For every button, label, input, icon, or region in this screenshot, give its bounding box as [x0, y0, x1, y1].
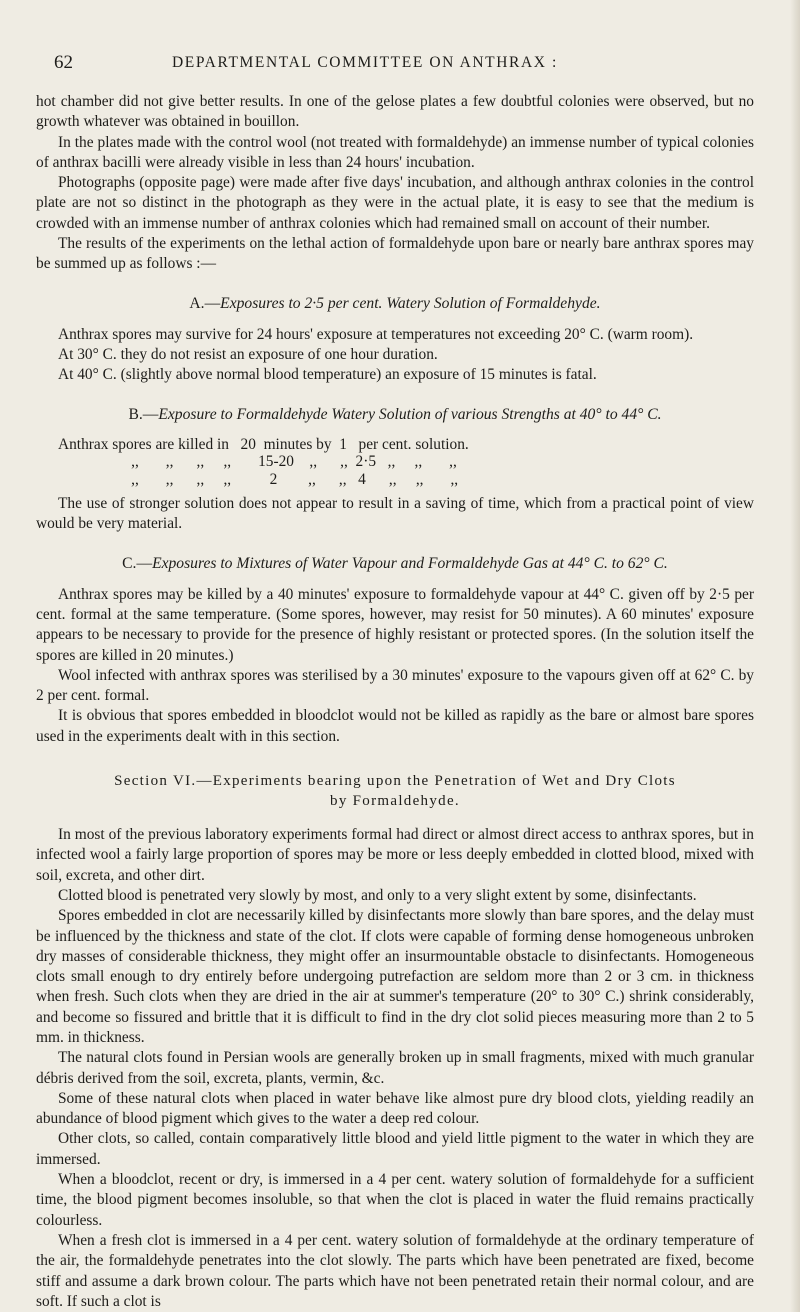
section-vi-heading-line: Section VI.—Experiments bearing upon the Penetration of Wet and Dry Clots — [114, 773, 676, 790]
section-b-heading — [36, 406, 754, 424]
running-title: DEPARTMENTAL COMMITTEE ON ANTHRAX : — [172, 54, 558, 71]
section-a-title: Exposures to 2·5 per cent. Watery Solution of Formaldehyde. — [220, 294, 601, 312]
section-b-prefix: B.— — [128, 405, 159, 423]
section-c-prefix: C.— — [122, 554, 153, 572]
running-head — [36, 52, 754, 78]
section-a-paragraph: Anthrax spores may survive for 24 hours' exposure at temperatures not exceeding 20° C. (warm room). — [58, 325, 694, 343]
section-c-paragraph: Wool infected with anthrax spores was sterilised by a 30 minutes' exposure to the vapours given off at 62° C. by 2 per cent. formal. — [36, 666, 754, 705]
section-vi-heading — [36, 771, 754, 811]
section-b-title: Exposure to Formaldehyde Watery Solution of various Strengths at 40° to 44° C. — [158, 405, 662, 423]
killing-times-row: ,, ,, ,, ,, 15-20 ,, ,, 2·5 ,, ,, ,, — [58, 453, 457, 471]
killing-times-row: Anthrax spores are killed in 20 minutes by 1 per cent. solution. — [58, 435, 469, 453]
section-vi-heading-line: by Formaldehyde. — [330, 793, 460, 810]
section-a-prefix: A.— — [189, 294, 221, 312]
section-vi-paragraph: In most of the previous laboratory experiments formal had direct or almost direct access to anthrax spores, but in infected wool a fairly large proportion of spores may be more or less deeply embedded in clotted blood, mixed with soil, excreta, and other dirt. — [36, 826, 754, 884]
section-vi-paragraph: When a bloodclot, recent or dry, is immersed in a 4 per cent. watery solution of formaldehyde for a sufficient time, the blood pigment becomes insoluble, so that when the clot is placed in water the fluid remains practically colourless. — [36, 1171, 754, 1229]
section-c-heading — [36, 555, 754, 573]
killing-times-row: ,, ,, ,, ,, 2 ,, ,, 4 ,, ,, ,, — [58, 470, 459, 488]
intro-paragraph: The results of the experiments on the lethal action of formaldehyde upon bare or nearly bare anthrax spores may be summed up as follows :— — [36, 235, 754, 273]
section-a-paragraph: At 30° C. they do not resist an exposure of one hour duration. — [58, 345, 438, 363]
section-c-paragraph: It is obvious that spores embedded in bloodclot would not be killed as rapidly as the bare or almost bare spores used in the experiments dealt with in this section. — [36, 707, 754, 745]
section-vi-paragraph: Clotted blood is penetrated very slowly by most, and only to a very slight extent by some, disinfectants. — [58, 886, 697, 904]
section-c-title: Exposures to Mixtures of Water Vapour and Formaldehyde Gas at 44° C. to 62° C. — [152, 554, 668, 572]
section-vi-paragraph: The natural clots found in Persian wools are generally broken up in small fragments, mixed with much granular débris derived from the soil, excreta, plants, vermin, &c. — [36, 1049, 754, 1087]
section-vi-paragraph: Spores embedded in clot are necessarily killed by disinfectants more slowly than bare spores, and the delay must be influenced by the thickness and state of the clot. If clots were capable of forming dense homogeneous unbroken dry masses of considerable thickness, they might offer an insurmountable obstacle to disinfectants. Homogeneous clots small enough to dry entirely before undergoing putrefaction are seldom more than 2 or 3 cm. in thickness when fresh. Such clots when they are dried in the air at summer's temperature (20° to 30° C.) shrink considerably, and become so fissured and brittle that it is difficult to find in the dry clot solid pieces measuring more than 2 to 5 mm. in thickness. — [36, 907, 754, 1046]
intro-paragraph: In the plates made with the control wool (not treated with formaldehyde) an immense number of typical colonies of anthrax bacilli were already visible in less than 24 hours' incubation. — [36, 133, 754, 171]
section-a-paragraph: At 40° C. (slightly above normal blood temperature) an exposure of 15 minutes is fatal. — [58, 366, 597, 384]
page-number: 62 — [54, 52, 73, 73]
section-vi-paragraph: When a fresh clot is immersed in a 4 per cent. watery solution of formaldehyde at the ordinary temperature of the air, the formaldehyde penetrates into the clot slowly. The parts which have been penetrated are fixed, become stiff and assume a dark brown colour. The parts which have not been penetrated retain their normal colour, and are soft. If such a clot is — [36, 1231, 754, 1310]
section-a-heading — [36, 295, 754, 313]
section-c-paragraph: Anthrax spores may be killed by a 40 minutes' exposure to formaldehyde vapour at 44° C. given off by 2·5 per cent. formal at the same temperature. (Some spores, however, may resist for 50 minutes). A 60 minutes' exposure appears to be necessary to provide for the presence of highly resistant or protected spores. (In the solution itself the spores are killed in 20 minutes.) — [36, 585, 754, 664]
section-b-paragraph: The use of stronger solution does not appear to result in a saving of time, which from a practical point of view would be very material. — [36, 495, 754, 533]
section-vi-paragraph: Other clots, so called, contain comparatively little blood and yield little pigment to the water in which they are immersed. — [36, 1130, 754, 1168]
intro-paragraph: hot chamber did not give better results. In one of the gelose plates a few doubtful colonies were observed, but no growth whatever was obtained in bouillon. — [36, 93, 754, 131]
intro-paragraph: Photographs (opposite page) were made after five days' incubation, and although anthrax colonies in the control plate are not so distinct in the photograph as they were in the actual plate, it is easy to see that the medium is crowded with an immense number of anthrax colonies which had remained small on account of their number. — [36, 174, 754, 232]
section-vi-paragraph: Some of these natural clots when placed in water behave like almost pure dry blood clots, yielding readily an abundance of blood pigment which gives to the water a deep red colour. — [36, 1089, 754, 1128]
killing-times-table — [58, 436, 754, 489]
page-edge-shadow — [790, 0, 800, 1312]
